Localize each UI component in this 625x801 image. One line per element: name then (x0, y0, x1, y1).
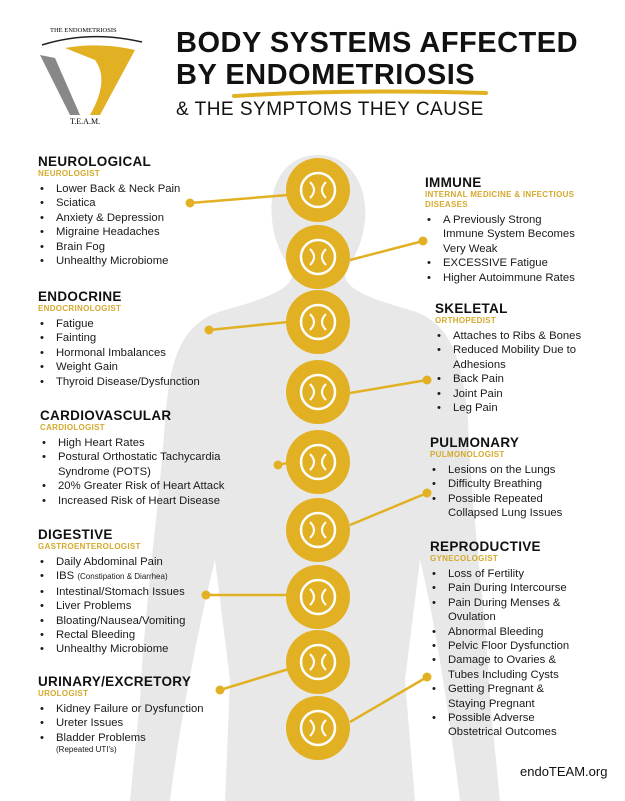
symptom-item (56, 240, 188, 254)
symptom-text: Loss of Fertility (448, 568, 524, 580)
symptom-text: Liver Problems (56, 600, 132, 613)
symptom-item (56, 642, 208, 656)
ibs-note: (Constipation & Diarrhea) (77, 572, 168, 582)
symptom-text: Intestinal/Stomach Issues (56, 585, 185, 598)
connector-line (350, 237, 428, 261)
symptom-text: Rectal Bleeding (56, 629, 136, 642)
symptom-item (58, 479, 240, 493)
symptom-text: Possible Repeated Collapsed Lung Issues (448, 492, 563, 520)
symptom-item (56, 716, 218, 730)
symptom-item (56, 569, 208, 584)
specialist-label: ENDOCRINOLOGIST (38, 304, 122, 313)
symptom-item (448, 477, 590, 491)
uterus-icon (286, 696, 350, 760)
section-title: CARDIOVASCULAR (40, 408, 172, 423)
skeleton-ribcage-icon (286, 360, 350, 424)
team-logo (30, 20, 155, 130)
specialist-label: GASTROENTEROLOGIST (38, 542, 141, 551)
symptom-text: Difficulty Breathing (448, 478, 542, 491)
section-title: DIGESTIVE (38, 527, 113, 542)
symptom-list (38, 182, 188, 268)
section-urinary (38, 675, 218, 755)
symptom-list (425, 213, 585, 285)
symptom-text: Migraine Headaches (56, 226, 160, 239)
symptom-text: Anxiety & Depression (56, 211, 164, 224)
symptom-item (56, 211, 188, 225)
symptom-item (448, 596, 580, 625)
section-neurological (38, 155, 188, 268)
symptom-text: Increased Risk of Heart Disease (58, 494, 220, 507)
symptom-item (448, 492, 590, 521)
symptom-list (435, 329, 595, 415)
symptom-text: IBS (56, 570, 75, 583)
symptom-item (56, 346, 218, 360)
section-title: PULMONARY (430, 435, 520, 450)
symptom-text: High Heart Rates (58, 437, 145, 449)
section-title: SKELETAL (435, 301, 508, 316)
intestines-icon (286, 565, 350, 629)
symptom-text: Possible Adverse Obstetrical Outcomes (448, 712, 557, 739)
heart-icon (286, 430, 350, 494)
symptom-item (448, 639, 580, 653)
symptom-item (58, 436, 240, 450)
thyroid-icon (286, 290, 350, 354)
title-underline (230, 89, 490, 99)
brain-icon (286, 158, 350, 222)
specialist-label: INTERNAL MEDICINE & INFECTIOUS DISEASES (425, 190, 575, 209)
section-skeletal (435, 302, 595, 415)
immune-shield-icon (286, 225, 350, 289)
symptom-text: Kidney Failure or Dysfunction (56, 703, 204, 715)
symptom-list (38, 702, 218, 755)
symptom-text: Thyroid Disease/Dysfunction (56, 375, 200, 388)
title-line-1: BODY SYSTEMS AFFECTED (176, 27, 579, 59)
symptom-text: Fainting (56, 332, 97, 345)
symptom-item (448, 581, 580, 595)
symptom-item (453, 343, 595, 372)
specialist-label: PULMONOLOGIST (430, 450, 505, 459)
symptom-item (56, 196, 188, 210)
symptom-item (448, 567, 580, 581)
symptom-item (56, 254, 188, 268)
symptom-item (56, 702, 218, 716)
symptom-item (58, 450, 240, 479)
symptom-text: Attaches to Ribs & Bones (453, 330, 582, 342)
symptom-text: EXCESSIVE Fatigue (443, 257, 548, 270)
symptom-text: Pain During Intercourse (448, 582, 567, 595)
logo-text-bottom: T.E.A.M. (70, 117, 101, 125)
symptom-item (448, 711, 580, 740)
specialist-label: CARDIOLOGIST (40, 423, 105, 432)
specialist-label: NEUROLOGIST (38, 169, 100, 178)
symptom-list (430, 567, 580, 740)
symptom-text: Fatigue (56, 318, 94, 330)
symptom-text: Lesions on the Lungs (448, 464, 556, 476)
symptom-item (448, 625, 580, 639)
symptom-text: Unhealthy Microbiome (56, 255, 169, 268)
symptom-item (453, 387, 595, 401)
symptom-item (56, 599, 208, 613)
symptom-item (453, 329, 595, 343)
symptom-item (453, 372, 595, 386)
symptom-text: 20% Greater Risk of Heart Attack (58, 480, 225, 493)
symptom-list (40, 436, 240, 508)
symptom-item (443, 213, 585, 256)
symptom-text: Higher Autoimmune Rates (443, 271, 575, 284)
symptom-item (56, 555, 208, 569)
section-reproductive (430, 540, 580, 740)
symptom-text: Weight Gain (56, 361, 118, 374)
lungs-icon (286, 498, 350, 562)
section-pulmonary (430, 436, 590, 521)
bladder-note: (Repeated UTI's) (56, 745, 117, 755)
specialist-label: GYNECOLOGIST (430, 554, 499, 563)
section-title: NEUROLOGICAL (38, 154, 152, 169)
section-immune (425, 176, 585, 285)
section-digestive (38, 528, 208, 657)
symptom-item (56, 360, 218, 374)
section-cardiovascular (40, 409, 240, 508)
logo-text-top: THE ENDOMETRIOSIS (50, 27, 117, 34)
symptom-text: Postural Orthostatic Tachycardia Syndrome (POTS) (58, 451, 221, 478)
website-url: endoTEAM.org (520, 764, 608, 779)
symptom-list (38, 555, 208, 657)
symptom-text: Lower Back & Neck Pain (56, 183, 181, 195)
symptom-item (56, 225, 188, 239)
symptom-text: Daily Abdominal Pain (56, 556, 163, 568)
symptom-item (448, 682, 580, 711)
symptom-text: Back Pain (453, 373, 504, 386)
symptom-text: Bloating/Nausea/Vomiting (56, 614, 186, 627)
symptom-text: Abnormal Bleeding (448, 625, 544, 638)
symptom-text: Getting Pregnant & Staying Pregnant (448, 683, 545, 710)
symptom-item (443, 256, 585, 270)
section-title: IMMUNE (425, 175, 482, 190)
specialist-label: ORTHOPEDIST (435, 316, 497, 325)
symptom-item (56, 731, 218, 755)
symptom-text: Pain During Menses & Ovulation (448, 596, 561, 624)
title-line-2: BY ENDOMETRIOSIS (176, 59, 476, 91)
symptom-item (56, 585, 208, 599)
symptom-text: Damage to Ovaries & Tubes Including Cysts (448, 654, 559, 681)
symptom-text: Unhealthy Microbiome (56, 643, 169, 656)
symptom-list (38, 317, 218, 389)
symptom-text: Sciatica (56, 197, 96, 210)
symptom-item (56, 182, 188, 196)
symptom-text: Brain Fog (56, 240, 105, 253)
symptom-item (56, 317, 218, 331)
kidneys-icon (286, 630, 350, 694)
symptom-text: A Previously Strong Immune System Becomes Very Weak (443, 214, 575, 255)
symptom-item (56, 614, 208, 628)
section-endocrine (38, 290, 218, 389)
specialist-label: UROLOGIST (38, 689, 89, 698)
section-title: ENDOCRINE (38, 289, 122, 304)
subtitle: & THE SYMPTOMS THEY CAUSE (176, 99, 484, 120)
symptom-text: Reduced Mobility Due to Adhesions (453, 344, 577, 371)
symptom-text: Leg Pain (453, 402, 498, 415)
symptom-text: Joint Pain (453, 387, 503, 400)
section-title: URINARY/EXCRETORY (38, 674, 192, 689)
symptom-item (443, 271, 585, 285)
symptom-list (430, 463, 590, 521)
symptom-item (56, 628, 208, 642)
symptom-item (56, 331, 218, 345)
symptom-item (448, 463, 590, 477)
symptom-text: Ureter Issues (56, 717, 124, 730)
symptom-text: Pelvic Floor Dysfunction (448, 640, 570, 653)
symptom-text: Bladder Problems (56, 731, 146, 744)
symptom-item (58, 494, 240, 508)
section-title: REPRODUCTIVE (430, 539, 541, 554)
symptom-text: Hormonal Imbalances (56, 346, 166, 359)
symptom-item (453, 401, 595, 415)
symptom-item (56, 375, 218, 389)
symptom-item (448, 653, 580, 682)
